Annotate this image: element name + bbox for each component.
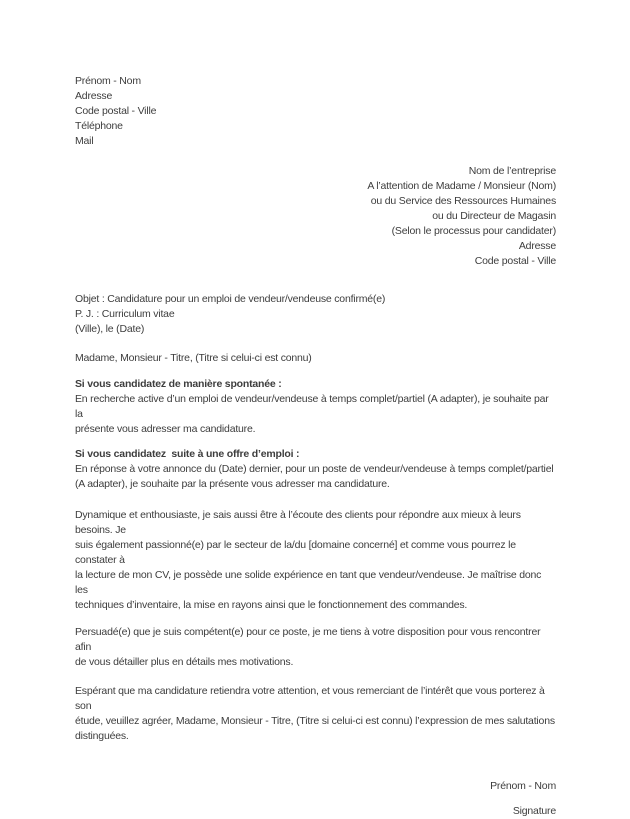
recipient-postal-city: Code postal - Ville [474,255,556,267]
sender-mail: Mail [75,135,94,147]
sender-postal-city: Code postal - Ville [75,105,157,117]
meeting-paragraph [75,625,556,670]
paragraph-line: Dynamique et enthousiaste, je sais aussi être à l’écoute des clients pour répondre aux mieux à leurs besoins. Je [75,509,524,536]
paragraph-line: étude, veuillez agréer, Madame, Monsieur - Titre, (Titre si celui-ci est connu) l’expression de mes salutations [75,715,555,727]
offer-section-heading: Si vous candidatez suite à une offre d’emploi : [75,448,300,460]
recipient-attention: A l’attention de Madame / Monsieur (Nom) [367,180,556,192]
offer-application-section [75,447,556,492]
recipient-address: Adresse [518,240,556,252]
subject-objet-line: Objet : Candidature pour un emploi de vendeur/vendeuse confirmé(e) [75,293,386,305]
sender-phone: Téléphone [75,120,123,132]
paragraph-line: Espérant que ma candidature retiendra votre attention, et vous remerciant de l’intérêt que vous porterez à son [75,685,548,712]
offer-section-line: En réponse à votre annonce du (Date) dernier, pour un poste de vendeur/vendeuse à temps complet/partiel [75,463,554,475]
paragraph-line: de vous détailler plus en détails mes motivations. [75,656,294,668]
paragraph-line: suis également passionné(e) par le secteur de la/du [domaine concerné] et comme vous pourrez le constater à [75,539,519,566]
spontaneous-section-line: présente vous adresser ma candidature. [75,423,256,435]
subject-block [75,292,556,337]
paragraph-line: techniques d’inventaire, la mise en rayons ainsi que le fonctionnement des commandes. [75,599,468,611]
sender-block [75,74,556,149]
sender-address: Adresse [75,90,113,102]
sender-name: Prénom - Nom [75,75,141,87]
paragraph-line: Persuadé(e) que je suis compétent(e) pour ce poste, je me tiens à votre disposition pour vous rencontrer afin [75,626,544,653]
subject-attachment-line: P. J. : Curriculum vitae [75,308,175,320]
paragraph-line: la lecture de mon CV, je possède une solide expérience en tant que vendeur/vendeuse. Je maîtrise donc les [75,569,544,596]
signature-label: Signature [512,805,556,817]
closing-paragraph [75,684,556,744]
subject-place-date-line: (Ville), le (Date) [75,323,145,335]
skills-paragraph [75,508,556,613]
recipient-process-note: (Selon le processus pour candidater) [391,225,556,237]
spontaneous-application-section [75,377,556,437]
closing-block [75,779,556,819]
recipient-store-director: ou du Directeur de Magasin [432,210,556,222]
paragraph-line: distinguées. [75,730,129,742]
recipient-block [75,164,556,269]
offer-section-line: (A adapter), je souhaite par la présente vous adresser ma candidature. [75,478,390,490]
salutation-line: Madame, Monsieur - Titre, (Titre si celui-ci est connu) [75,352,312,364]
recipient-company: Nom de l’entreprise [468,165,556,177]
closing-name: Prénom - Nom [490,780,556,792]
spontaneous-section-line: En recherche active d’un emploi de vendeur/vendeuse à temps complet/partiel (A adapter), je souhaite par la [75,393,552,420]
recipient-hr-service: ou du Service des Ressources Humaines [370,195,556,207]
spontaneous-section-heading: Si vous candidatez de manière spontanée : [75,378,282,390]
